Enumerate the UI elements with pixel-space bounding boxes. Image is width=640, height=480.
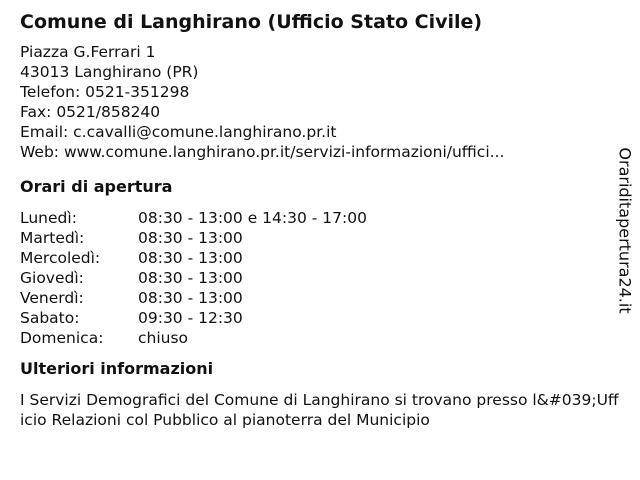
time-value: 08:30 - 13:00 [138, 269, 243, 287]
brand-watermark [612, 135, 638, 325]
time-value: 08:30 - 13:00 [138, 289, 243, 307]
hours-row-monday [20, 208, 600, 228]
day-label: Martedì: [20, 229, 85, 247]
day-label: Giovedì: [20, 269, 84, 287]
opening-hours-table [20, 208, 600, 348]
website-link[interactable]: Web: www.comune.langhirano.pr.it/servizi-informazioni/uffici... [20, 143, 505, 161]
hours-row-friday [20, 288, 600, 308]
hours-row-sunday [20, 328, 600, 348]
day-label: Lunedì: [20, 209, 77, 227]
page-title: Comune di Langhirano (Ufficio Stato Civile) [20, 11, 483, 33]
hours-row-thursday [20, 268, 600, 288]
time-value: chiuso [138, 329, 189, 347]
brand-text: Orariditapertura24.it [615, 146, 635, 314]
hours-row-tuesday [20, 228, 600, 248]
additional-info-heading: Ulteriori informazioni [20, 359, 214, 378]
day-label: Mercoledì: [20, 249, 101, 267]
email-address[interactable]: Email: c.cavalli@comune.langhirano.pr.it [20, 123, 337, 141]
additional-info-text: I Servizi Demografici del Comune di Langhirano si trovano presso l&#039;Ufficio Relazioni col Pubblico al pianoterra del Municipio [20, 391, 619, 429]
business-card [20, 8, 619, 430]
address-block [20, 42, 600, 162]
day-label: Sabato: [20, 309, 80, 327]
time-value: 08:30 - 13:00 [138, 229, 243, 247]
opening-hours-heading: Orari di apertura [20, 177, 173, 196]
day-label: Venerdì: [20, 289, 84, 307]
street-address: Piazza G.Ferrari 1 [20, 43, 156, 61]
day-label: Domenica: [20, 329, 104, 347]
phone-number[interactable]: Telefon: 0521-351298 [20, 83, 190, 101]
time-value: 08:30 - 13:00 [138, 249, 243, 267]
time-value: 08:30 - 13:00 e 14:30 - 17:00 [138, 209, 367, 227]
time-value: 09:30 - 12:30 [138, 309, 243, 327]
hours-row-saturday [20, 308, 600, 328]
city-address: 43013 Langhirano (PR) [20, 63, 199, 81]
hours-row-wednesday [20, 248, 600, 268]
fax-number: Fax: 0521/858240 [20, 103, 161, 121]
